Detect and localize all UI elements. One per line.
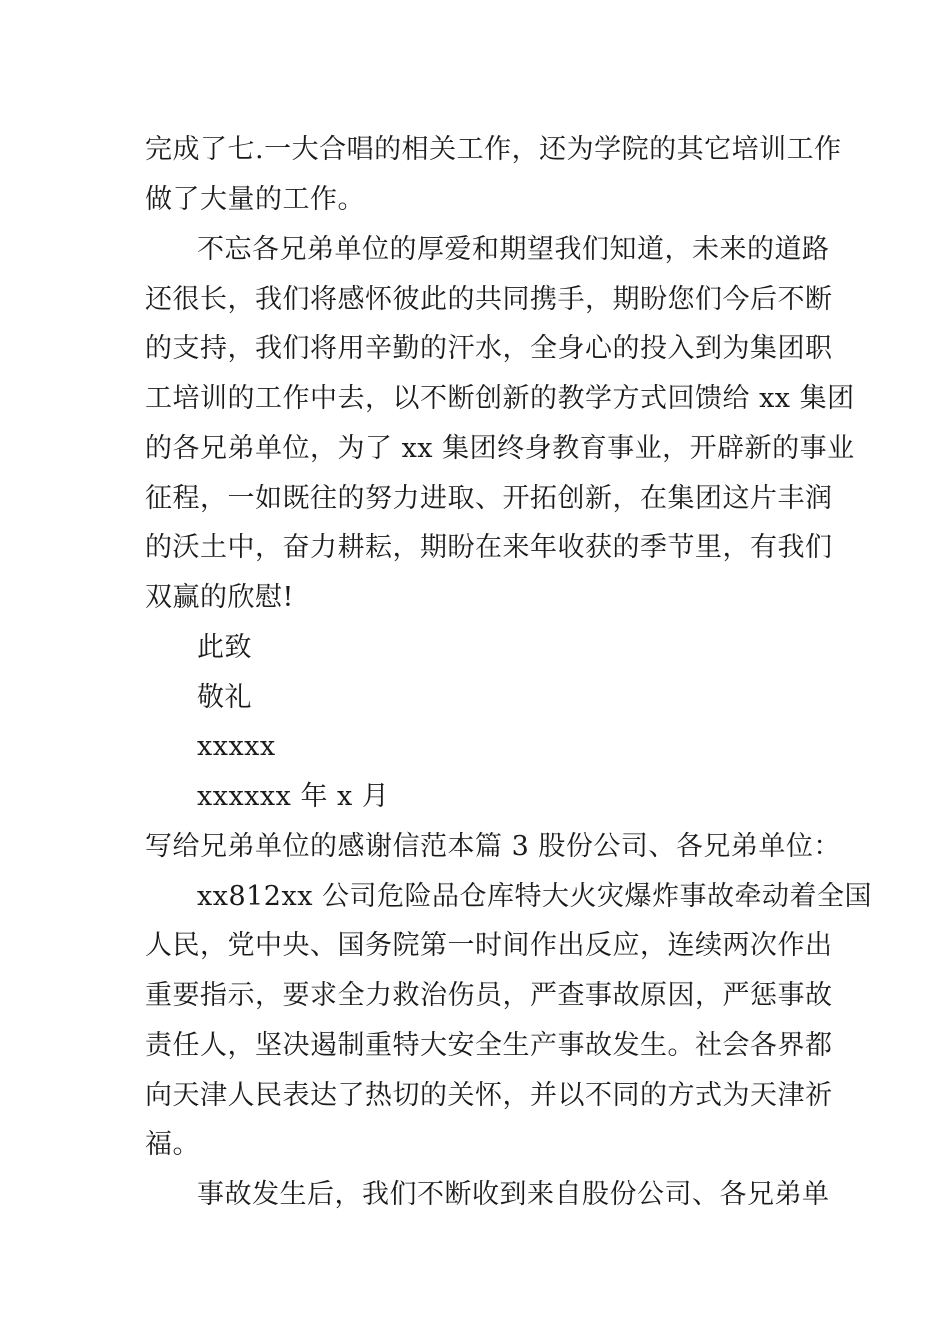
text-line: 双赢的欣慰! — [145, 582, 294, 613]
text-line: 的支持，我们将用辛勤的汗水，全身心的投入到为集团职 — [145, 333, 833, 364]
closing-salutation: 此致 — [197, 632, 252, 663]
text-line: 人民，党中央、国务院第一时间作出反应，连续两次作出 — [145, 930, 833, 961]
paragraph-start-line: 不忘各兄弟单位的厚爱和期望我们知道，未来的道路 — [197, 234, 830, 265]
text-line: 还很长，我们将感怀彼此的共同携手，期盼您们今后不断 — [145, 284, 833, 315]
text-line: 征程，一如既往的努力进取、开拓创新，在集团这片丰润 — [145, 483, 833, 514]
text-line: 福。 — [145, 1129, 200, 1160]
text-line: 完成了七.一大合唱的相关工作，还为学院的其它培训工作 — [145, 134, 842, 165]
section-heading: 写给兄弟单位的感谢信范本篇 3 股份公司、各兄弟单位： — [145, 831, 841, 862]
text-line: 重要指示，要求全力救治伤员，严查事故原因，严惩事故 — [145, 980, 833, 1011]
paragraph-start-line: xx812xx 公司危险品仓库特大火灾爆炸事故牵动着全国 — [197, 881, 873, 912]
paragraph-start-line: 事故发生后，我们不断收到来自股份公司、各兄弟单 — [197, 1179, 830, 1210]
text-line: 向天津人民表达了热切的关怀，并以不同的方式为天津祈 — [145, 1080, 833, 1111]
text-line: 责任人，坚决遏制重特大安全生产事故发生。社会各界都 — [145, 1030, 833, 1061]
text-line: 工培训的工作中去，以不断创新的教学方式回馈给 xx 集团 — [145, 383, 855, 414]
date-line: xxxxxx 年 x 月 — [197, 781, 390, 812]
closing-regards: 敬礼 — [197, 682, 252, 713]
signature: xxxxx — [197, 731, 276, 762]
text-line: 的沃土中，奋力耕耘，期盼在来年收获的季节里，有我们 — [145, 532, 833, 563]
text-line: 做了大量的工作。 — [145, 184, 365, 215]
text-line: 的各兄弟单位，为了 xx 集团终身教育事业，开辟新的事业 — [145, 433, 855, 464]
